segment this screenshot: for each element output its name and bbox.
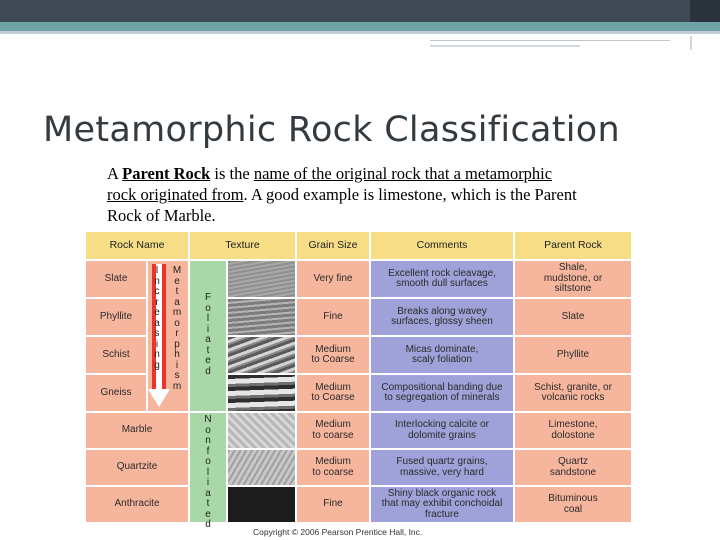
rock-name-cell: Marble [86,413,188,448]
parent-rock-cell: Shale, mudstone, or siltstone [515,261,631,297]
foliated-label: F o l i a t e d [204,292,212,377]
top-bar-underline [0,31,720,34]
parent-rock-cell: Quartz sandstone [515,450,631,485]
header-comments: Comments [371,232,513,259]
parent-rock-term: Parent Rock [122,164,211,183]
comment-cell: Fused quartz grains, massive, very hard [371,450,513,485]
header-grain-size: Grain Size [297,232,369,259]
header-rock-name: Rock Name [86,232,188,259]
rock-name-cell: Slate [86,261,146,297]
decorative-line [690,36,712,50]
texture-gneiss-image [228,375,295,411]
comment-cell: Micas dominate, scaly foliation [371,337,513,373]
decorative-line [430,45,580,47]
comment-cell: Excellent rock cleavage, smooth dull surfaces [371,261,513,297]
grain-size-cell: Medium to coarse [297,450,369,485]
header-texture: Texture [190,232,295,259]
para-text: A [107,164,123,183]
top-bar-accent [690,0,720,22]
comment-cell: Breaks along wavey surfaces, glossy sheen [371,299,513,335]
metamorphism-label: M e t a m o r p h i s m [172,265,182,392]
rock-name-cell: Schist [86,337,146,373]
rock-name-cell: Gneiss [86,375,146,411]
texture-schist-image [228,337,295,373]
grain-size-cell: Fine [297,299,369,335]
texture-quartzite-image [228,450,295,485]
increasing-label: I n c r e a s i n g [154,265,160,371]
parent-rock-definition: name of the original rock that a metamorphic rock originated from [107,164,553,204]
rock-name-cell: Quartzite [86,450,188,485]
grain-size-cell: Medium to Coarse [297,337,369,373]
para-text: . A good example is limestone, which is the Parent Rock of Marble. [107,185,577,225]
texture-slate-image [228,261,295,297]
texture-marble-image [228,413,295,448]
copyright-notice: Copyright © 2006 Pearson Prentice Hall, Inc. [253,527,423,537]
top-bar [0,0,720,22]
grain-size-cell: Fine [297,487,369,522]
body-paragraph [107,163,577,226]
parent-rock-cell: Schist, granite, or volcanic rocks [515,375,631,411]
parent-rock-cell: Slate [515,299,631,335]
decorative-line [430,40,670,41]
parent-rock-cell: Bituminous coal [515,487,631,522]
top-bar-stripe [0,22,720,31]
parent-rock-cell: Limestone, dolostone [515,413,631,448]
texture-phyllite-image [228,299,295,335]
header-parent-rock: Parent Rock [515,232,631,259]
comment-cell: Shiny black organic rock that may exhibit conchoidal fracture [371,487,513,522]
grain-size-cell: Medium to coarse [297,413,369,448]
comment-cell: Compositional banding due to segregation of minerals [371,375,513,411]
parent-rock-cell: Phyllite [515,337,631,373]
nonfoliated-label: N o n f o l i a t e d [204,414,212,530]
rock-name-cell: Anthracite [86,487,188,522]
grain-size-cell: Very fine [297,261,369,297]
slide-title: Metamorphic Rock Classification [43,110,620,150]
comment-cell: Interlocking calcite or dolomite grains [371,413,513,448]
grain-size-cell: Medium to Coarse [297,375,369,411]
para-text: is the [210,164,254,183]
texture-anthracite-image [228,487,295,522]
rock-name-cell: Phyllite [86,299,146,335]
